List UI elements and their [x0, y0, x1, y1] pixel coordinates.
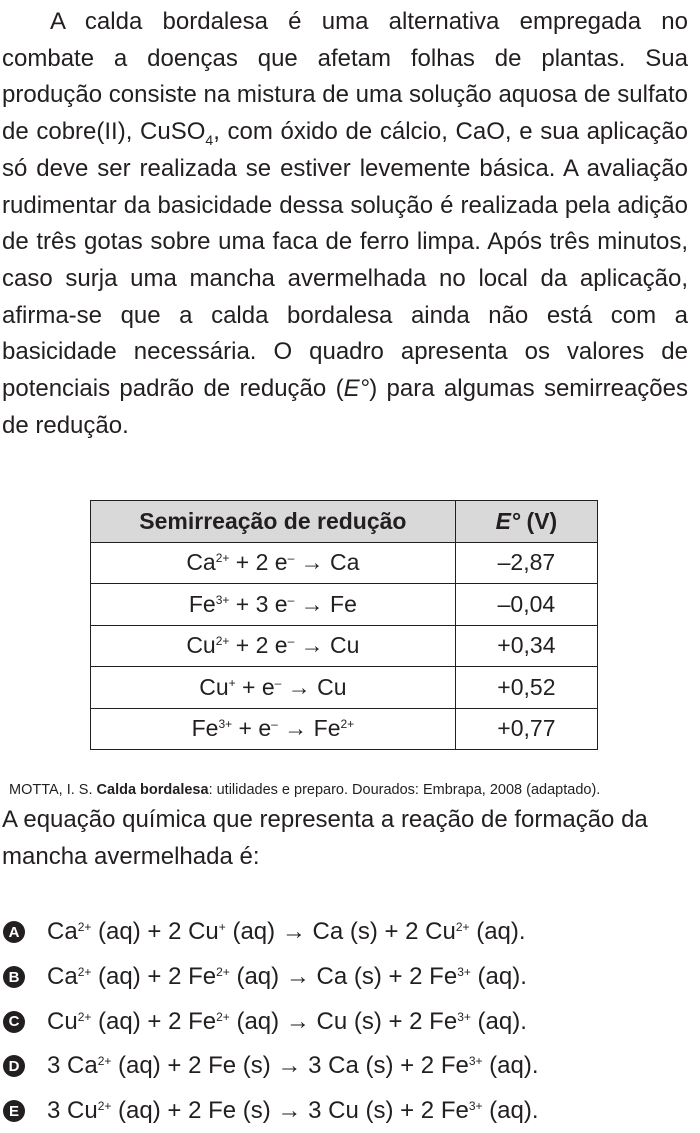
product-species: → Ca: [294, 549, 360, 576]
electrons: + 2 e: [229, 632, 288, 659]
potential-symbol: E°: [343, 375, 370, 403]
table-header-row: [91, 501, 598, 543]
option-equation: [47, 1052, 539, 1080]
table-row: [91, 584, 598, 626]
equation-text: (aq).: [470, 1007, 527, 1035]
half-reaction-cell: [91, 625, 456, 667]
ion-charge: 3+: [457, 1009, 471, 1024]
potential-value-cell: +0,77: [455, 708, 597, 750]
option-equation: [47, 918, 526, 946]
ion-charge: 2+: [77, 920, 92, 935]
ion-charge: 2+: [97, 1054, 112, 1069]
equation-text: (aq).: [482, 1097, 539, 1125]
reactant-charge: +: [228, 675, 236, 690]
table-row: [91, 708, 598, 750]
electrons: + 3 e: [229, 590, 288, 617]
equation-text: (aq) + 2 Cu: [91, 918, 219, 946]
reactant-charge: 2+: [215, 634, 230, 649]
equation-text: Cu: [47, 1007, 78, 1035]
equation-text: (aq) → Ca (s) + 2 Cu: [225, 918, 456, 946]
ion-charge: 3+: [457, 965, 471, 980]
equation-text: 3 Cu: [47, 1097, 98, 1125]
option-letter-badge[interactable]: D: [3, 1055, 25, 1077]
potential-value-cell: –2,87: [455, 542, 597, 584]
reactant-species: Fe: [191, 715, 219, 742]
intro-text-3: ) para algumas semirreações de redução.: [2, 375, 688, 439]
half-reaction-cell: [91, 584, 456, 626]
product-species: → Fe: [294, 590, 357, 617]
ion-charge: 2+: [77, 1009, 92, 1024]
equation-text: (aq) → Cu (s) + 2 Fe: [229, 1007, 458, 1035]
ion-charge: 2+: [97, 1099, 112, 1114]
electrons: + e: [235, 673, 275, 700]
potential-value-cell: +0,34: [455, 625, 597, 667]
product-species: → Cu: [294, 632, 360, 659]
ion-charge: 2+: [77, 965, 92, 980]
reactant-charge: 2+: [215, 551, 230, 566]
electrons: + e: [232, 715, 272, 742]
option-equation: [47, 963, 527, 991]
ion-charge: 3+: [468, 1054, 483, 1069]
electron-charge: –: [274, 675, 282, 690]
ion-charge: +: [218, 920, 226, 935]
ion-charge: 3+: [468, 1099, 483, 1114]
electron-charge: –: [287, 551, 295, 566]
equation-text: (aq).: [482, 1052, 539, 1080]
citation-rest: : utilidades e preparo. Dourados: Embrapa, 2008 (adaptado).: [208, 782, 601, 798]
option-letter-badge[interactable]: C: [3, 1011, 25, 1033]
intro-paragraph: [2, 4, 688, 444]
reactant-charge: 3+: [215, 592, 230, 607]
electron-charge: –: [271, 717, 278, 732]
product-species: → Fe: [277, 715, 341, 742]
answer-option-e[interactable]: [0, 1089, 700, 1133]
electrons: + 2 e: [229, 549, 288, 576]
reduction-potentials-table: [90, 500, 598, 750]
answer-options: [0, 910, 700, 1133]
ion-charge: 2+: [216, 965, 230, 980]
option-letter-badge[interactable]: E: [3, 1100, 25, 1122]
table-row: [91, 667, 598, 709]
equation-text: (aq) + 2 Fe: [91, 963, 217, 991]
reactant-species: Cu: [199, 673, 229, 700]
table-row: [91, 625, 598, 667]
option-letter-badge[interactable]: A: [3, 921, 25, 943]
reactant-species: Fe: [188, 590, 216, 617]
option-letter-badge[interactable]: B: [3, 966, 25, 988]
answer-option-a[interactable]: [0, 910, 700, 955]
option-equation: [47, 1097, 539, 1125]
answer-option-c[interactable]: [0, 999, 700, 1044]
potential-value-cell: –0,04: [455, 584, 597, 626]
reactant-species: Ca: [186, 549, 216, 576]
equation-text: 3 Ca: [47, 1052, 98, 1080]
option-equation: [47, 1008, 527, 1036]
equation-text: Ca: [47, 918, 78, 946]
equation-text: (aq) + 2 Fe: [91, 1007, 217, 1035]
header-potential-symbol: E°: [495, 507, 521, 534]
equation-text: (aq).: [470, 963, 527, 991]
electron-charge: –: [287, 592, 295, 607]
table-row: [91, 542, 598, 584]
intro-text-1: A calda bordalesa é uma alternativa empregada no combate a doenças que afetam folhas de plantas. Sua produção consiste na mistura de uma solução aquosa de sulfato de cobre(II), CuSO: [2, 8, 688, 146]
equation-text: (aq).: [469, 918, 526, 946]
citation-author: MOTTA, I. S.: [9, 782, 97, 798]
source-citation: [9, 782, 600, 798]
equation-text: (aq) + 2 Fe (s) → 3 Ca (s) + 2 Fe: [111, 1052, 469, 1080]
intro-text-2: , com óxido de cálcio, CaO, e sua aplicação só deve ser realizada se estiver levemente básica. A avaliação rudimentar da basicidade dessa solução é realizada pela adição de três gotas sobre uma faca de ferro limpa. Após três minutos, caso surja uma mancha avermelhada no local da aplicação, afirma-se que a calda bordalesa ainda não está com a basicidade necessária. O quadro apresenta os valores de potenciais padrão de redução (: [2, 118, 688, 403]
equation-text: (aq) → Ca (s) + 2 Fe: [229, 963, 458, 991]
reactant-charge: 3+: [218, 717, 233, 732]
header-potential-unit: (V): [520, 507, 558, 534]
header-potential: [455, 501, 597, 543]
equation-text: (aq) + 2 Fe (s) → 3 Cu (s) + 2 Fe: [111, 1097, 469, 1125]
equation-text: Ca: [47, 963, 78, 991]
product-species: → Cu: [281, 673, 347, 700]
potential-value-cell: +0,52: [455, 667, 597, 709]
product-charge: 2+: [340, 717, 355, 732]
reactant-species: Cu: [186, 632, 216, 659]
ion-charge: 2+: [216, 1009, 230, 1024]
ion-charge: 2+: [455, 920, 470, 935]
citation-title: Calda bordalesa: [96, 782, 209, 798]
answer-option-d[interactable]: [0, 1044, 700, 1089]
electron-charge: –: [287, 634, 295, 649]
header-half-reaction: Semirreação de redução: [91, 501, 456, 543]
question-stem: A equação química que representa a reação de formação da mancha avermelhada é:: [2, 806, 648, 870]
sulfate-subscript: 4: [205, 131, 214, 148]
half-reaction-cell: [91, 542, 456, 584]
half-reaction-cell: [91, 708, 456, 750]
half-reaction-cell: [91, 667, 456, 709]
answer-option-b[interactable]: [0, 955, 700, 1000]
